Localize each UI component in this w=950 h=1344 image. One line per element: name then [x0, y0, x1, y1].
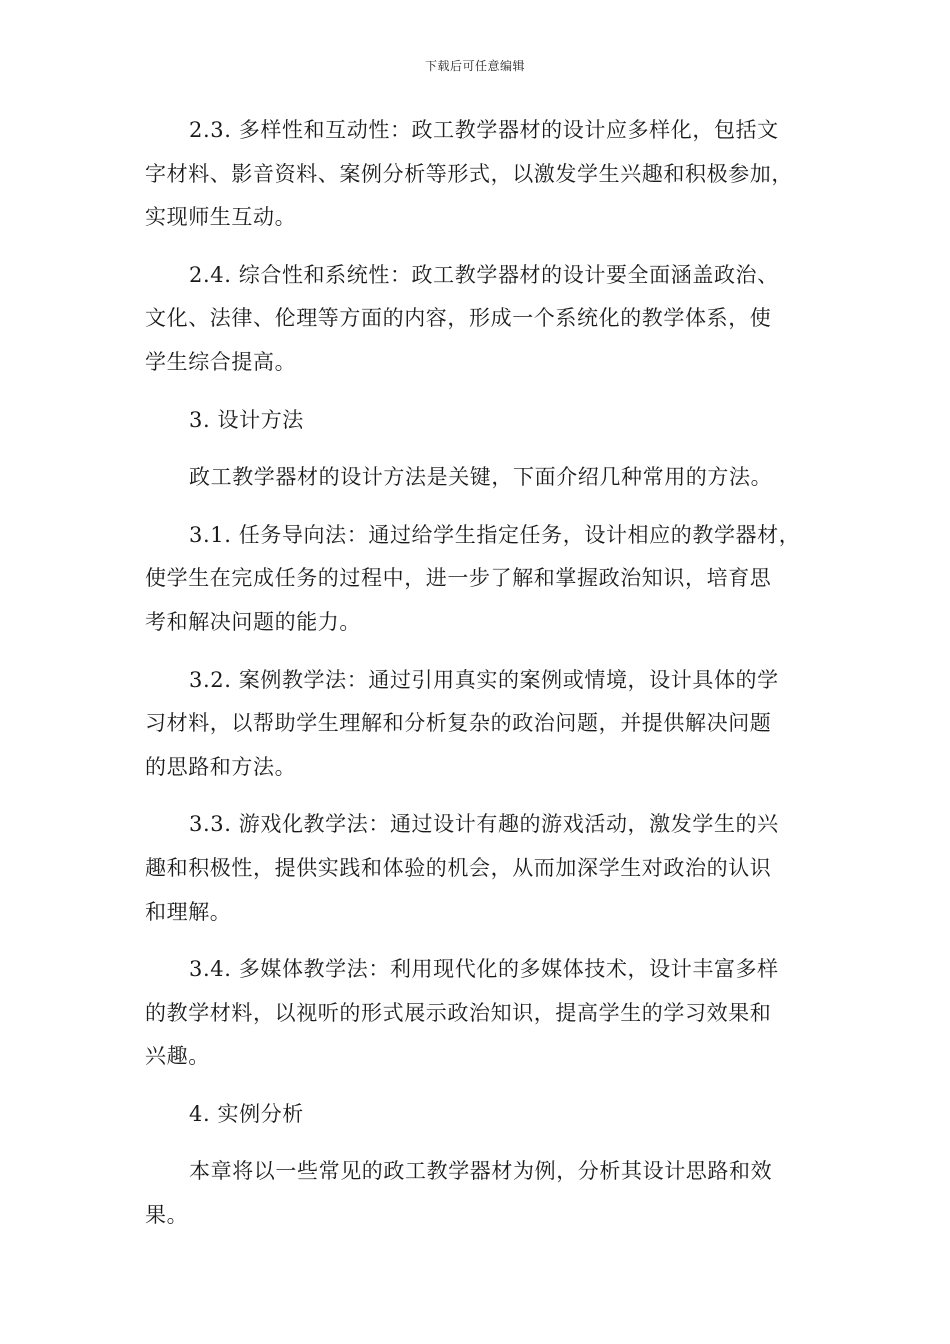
paragraph-line: 学生综合提高。 [145, 349, 297, 374]
paragraph-3-3 [145, 803, 813, 934]
paragraph-line: 文化、法律、伦理等方面的内容，形成一个系统化的教学体系，使 [145, 306, 772, 331]
paragraph-line: 本章将以一些常见的政工教学器材为例，分析其设计思路和效 [189, 1159, 773, 1184]
paragraph-line: 的思路和方法。 [145, 754, 297, 779]
paragraph-line: 3.2. 案例教学法：通过引用真实的案例或情境，设计具体的学 [189, 667, 779, 692]
paragraph-3-4 [145, 948, 813, 1079]
heading-text: 3. 设计方法 [189, 407, 304, 432]
section-heading-4 [145, 1093, 813, 1137]
document-body [145, 109, 813, 1252]
paragraph-line: 字材料、影音资料、案例分析等形式，以激发学生兴趣和积极参加， [145, 161, 793, 186]
paragraph-line: 考和解决问题的能力。 [145, 609, 361, 634]
paragraph-line: 使学生在完成任务的过程中，进一步了解和掌握政治知识，培育思 [145, 566, 772, 591]
paragraph-line: 果。 [145, 1203, 189, 1228]
paragraph-line: 2.3. 多样性和互动性：政工教学器材的设计应多样化，包括文 [189, 118, 779, 142]
section-heading-3 [145, 399, 813, 443]
paragraph-line: 习材料，以帮助学生理解和分析复杂的政治问题，并提供解决问题 [145, 711, 772, 736]
paragraph-line: 和理解。 [145, 899, 232, 924]
page-header: 下载后可任意编辑 [424, 59, 525, 73]
paragraph-line: 2.4. 综合性和系统性：政工教学器材的设计要全面涵盖政治、 [189, 262, 779, 287]
paragraph-3-2 [145, 659, 813, 790]
paragraph-line: 的教学材料，以视听的形式展示政治知识，提高学生的学习效果和 [145, 1000, 772, 1025]
paragraph-line: 趣和积极性，提供实践和体验的机会，从而加深学生对政治的认识 [145, 855, 772, 880]
paragraph-chapter-intro [145, 1150, 813, 1237]
paragraph-line: 3.1. 任务导向法：通过给学生指定任务，设计相应的教学器材， [189, 522, 801, 547]
paragraph-3-1 [145, 514, 813, 645]
paragraph-line: 政工教学器材的设计方法是关键，下面介绍几种常用的方法。 [189, 465, 773, 490]
paragraph-line: 兴趣。 [145, 1044, 210, 1069]
paragraph-intro-methods [145, 456, 813, 500]
heading-text: 4. 实例分析 [189, 1101, 304, 1126]
paragraph-2-3 [145, 109, 813, 240]
paragraph-line: 3.3. 游戏化教学法：通过设计有趣的游戏活动，激发学生的兴 [189, 812, 779, 837]
paragraph-2-4 [145, 254, 813, 385]
paragraph-line: 3.4. 多媒体教学法：利用现代化的多媒体技术，设计丰富多样 [189, 957, 779, 982]
paragraph-line: 实现师生互动。 [145, 205, 297, 230]
